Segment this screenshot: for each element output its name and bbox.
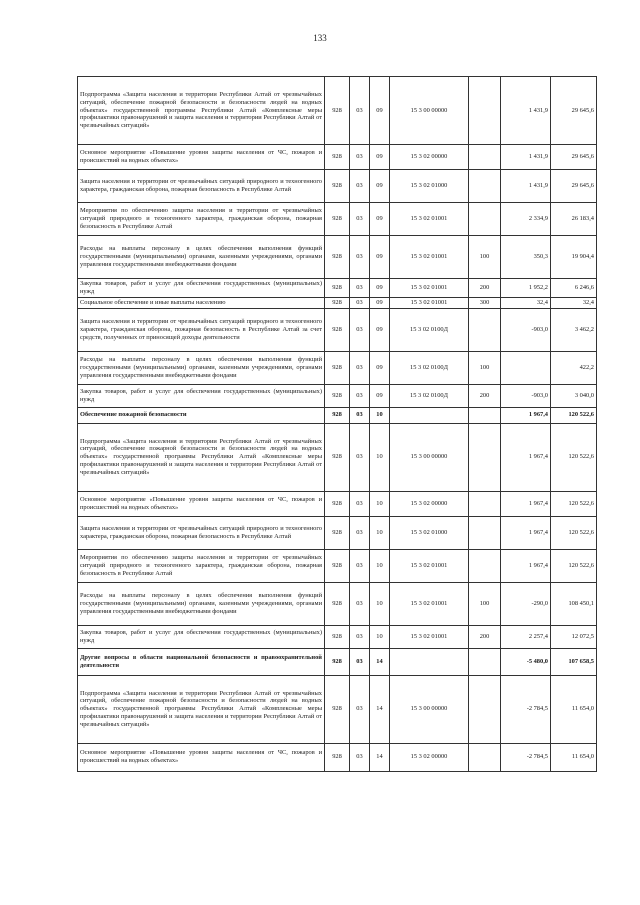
target-article-cell: 15 3 02 0100Д [390, 308, 469, 351]
expense-name-cell: Расходы на выплаты персоналу в целях обеспечения выполнения функций государственными (муниципальными) органами, казенными учреждениями, органами управления государственными внебюджетными фондами [78, 582, 325, 625]
amount-change-cell: 1 431,9 [501, 145, 551, 170]
subsection-code-cell: 09 [370, 77, 390, 145]
section-code-cell: 03 [350, 308, 370, 351]
table-row [78, 549, 597, 582]
table-row [78, 423, 597, 491]
target-article-cell: 15 3 00 00000 [390, 675, 469, 743]
table-row [78, 743, 597, 771]
table-row [78, 170, 597, 203]
amount-change-cell: 1 967,4 [501, 549, 551, 582]
table-row [78, 648, 597, 675]
amount-total-cell: 422,2 [551, 351, 597, 384]
ministry-code-cell: 928 [325, 145, 350, 170]
subsection-code-cell: 14 [370, 648, 390, 675]
section-code-cell: 03 [350, 675, 370, 743]
target-article-cell: 15 3 02 01001 [390, 279, 469, 298]
ministry-code-cell: 928 [325, 743, 350, 771]
target-article-cell: 15 3 00 00000 [390, 423, 469, 491]
target-article-cell [390, 648, 469, 675]
table-row [78, 516, 597, 549]
section-code-cell: 03 [350, 384, 370, 407]
subsection-code-cell: 10 [370, 423, 390, 491]
expense-type-cell: 100 [469, 236, 501, 279]
budget-table-body [78, 77, 597, 772]
target-article-cell: 15 3 02 0100Д [390, 384, 469, 407]
subsection-code-cell: 14 [370, 743, 390, 771]
subsection-code-cell: 10 [370, 625, 390, 648]
target-article-cell: 15 3 02 00000 [390, 145, 469, 170]
table-row [78, 582, 597, 625]
amount-change-cell: 1 967,4 [501, 491, 551, 516]
expense-name-cell: Подпрограмма «Защита населения и территории Республики Алтай от чрезвычайных ситуаций, обеспечение пожарной безопасности и безопасности людей на водных объектах» государственной программы Республики Алтай «Комплексные меры профилактики правонарушений и защита населения и территории Республики Алтай от чрезвычайных ситуаций» [78, 423, 325, 491]
table-row [78, 491, 597, 516]
expense-type-cell [469, 675, 501, 743]
subsection-code-cell: 09 [370, 203, 390, 236]
section-code-cell: 03 [350, 279, 370, 298]
expense-type-cell [469, 308, 501, 351]
target-article-cell: 15 3 02 00000 [390, 743, 469, 771]
target-article-cell: 15 3 02 01000 [390, 516, 469, 549]
ministry-code-cell: 928 [325, 582, 350, 625]
ministry-code-cell: 928 [325, 351, 350, 384]
expense-type-cell: 200 [469, 625, 501, 648]
table-row [78, 675, 597, 743]
subsection-code-cell: 09 [370, 297, 390, 308]
amount-change-cell: -2 784,5 [501, 743, 551, 771]
expense-type-cell [469, 743, 501, 771]
expense-name-cell: Подпрограмма «Защита населения и территории Республики Алтай от чрезвычайных ситуаций, обеспечение пожарной безопасности и безопасности людей на водных объектах» государственной программы Республики Алтай «Комплексные меры профилактики правонарушений и защита населения и территории Республики Алтай от чрезвычайных ситуаций» [78, 77, 325, 145]
section-code-cell: 03 [350, 743, 370, 771]
amount-total-cell: 29 645,6 [551, 145, 597, 170]
subsection-code-cell: 10 [370, 407, 390, 423]
table-row [78, 625, 597, 648]
ministry-code-cell: 928 [325, 549, 350, 582]
expense-type-cell [469, 423, 501, 491]
amount-change-cell: 1 431,9 [501, 170, 551, 203]
subsection-code-cell: 14 [370, 675, 390, 743]
section-code-cell: 03 [350, 351, 370, 384]
expense-name-cell: Закупка товаров, работ и услуг для обеспечения государственных (муниципальных) нужд [78, 625, 325, 648]
amount-change-cell: -903,0 [501, 384, 551, 407]
expense-type-cell [469, 203, 501, 236]
expense-name-cell: Закупка товаров, работ и услуг для обеспечения государственных (муниципальных) нужд [78, 279, 325, 298]
expense-name-cell: Закупка товаров, работ и услуг для обеспечения государственных (муниципальных) нужд [78, 384, 325, 407]
amount-change-cell: 32,4 [501, 297, 551, 308]
ministry-code-cell: 928 [325, 516, 350, 549]
section-code-cell: 03 [350, 582, 370, 625]
section-code-cell: 03 [350, 423, 370, 491]
expense-name-cell: Социальное обеспечение и иные выплаты населению [78, 297, 325, 308]
ministry-code-cell: 928 [325, 384, 350, 407]
expense-name-cell: Другие вопросы в области национальной безопасности и правоохранительной деятельности [78, 648, 325, 675]
amount-total-cell: 29 645,6 [551, 77, 597, 145]
section-code-cell: 03 [350, 491, 370, 516]
table-row [78, 203, 597, 236]
target-article-cell: 15 3 02 01001 [390, 236, 469, 279]
target-article-cell: 15 3 02 00000 [390, 491, 469, 516]
amount-total-cell: 120 522,6 [551, 549, 597, 582]
section-code-cell: 03 [350, 407, 370, 423]
expense-type-cell [469, 170, 501, 203]
section-code-cell: 03 [350, 77, 370, 145]
section-code-cell: 03 [350, 549, 370, 582]
section-code-cell: 03 [350, 203, 370, 236]
amount-change-cell: -290,0 [501, 582, 551, 625]
table-row [78, 297, 597, 308]
table-row [78, 279, 597, 298]
expense-type-cell: 100 [469, 582, 501, 625]
expense-type-cell: 200 [469, 279, 501, 298]
amount-change-cell: 2 257,4 [501, 625, 551, 648]
ministry-code-cell: 928 [325, 423, 350, 491]
target-article-cell: 15 3 02 01001 [390, 203, 469, 236]
target-article-cell: 15 3 00 00000 [390, 77, 469, 145]
target-article-cell: 15 3 02 01001 [390, 582, 469, 625]
expense-type-cell: 100 [469, 351, 501, 384]
amount-total-cell: 3 462,2 [551, 308, 597, 351]
expense-type-cell [469, 77, 501, 145]
amount-change-cell: 1 431,9 [501, 77, 551, 145]
amount-change-cell: 2 334,9 [501, 203, 551, 236]
ministry-code-cell: 928 [325, 648, 350, 675]
amount-total-cell: 11 654,0 [551, 675, 597, 743]
ministry-code-cell: 928 [325, 308, 350, 351]
ministry-code-cell: 928 [325, 203, 350, 236]
page-number: 133 [313, 33, 327, 43]
subsection-code-cell: 09 [370, 308, 390, 351]
subsection-code-cell: 10 [370, 491, 390, 516]
amount-total-cell: 120 522,6 [551, 407, 597, 423]
section-code-cell: 03 [350, 170, 370, 203]
amount-total-cell: 120 522,6 [551, 491, 597, 516]
target-article-cell: 15 3 02 01001 [390, 549, 469, 582]
expense-name-cell: Защита населения и территории от чрезвычайных ситуаций природного и техногенного характера, гражданская оборона, пожарная безопасность в Республике Алтай [78, 170, 325, 203]
target-article-cell: 15 3 02 0100Д [390, 351, 469, 384]
amount-change-cell [501, 351, 551, 384]
budget-table [77, 76, 597, 772]
table-row [78, 384, 597, 407]
ministry-code-cell: 928 [325, 77, 350, 145]
amount-change-cell: -5 480,0 [501, 648, 551, 675]
section-code-cell: 03 [350, 648, 370, 675]
table-row [78, 308, 597, 351]
amount-total-cell: 11 654,0 [551, 743, 597, 771]
amount-total-cell: 26 183,4 [551, 203, 597, 236]
expense-name-cell: Основное мероприятие «Повышение уровня защиты населения от ЧС, пожаров и происшествий на водных объектах» [78, 145, 325, 170]
subsection-code-cell: 09 [370, 279, 390, 298]
expense-type-cell [469, 648, 501, 675]
subsection-code-cell: 09 [370, 145, 390, 170]
expense-name-cell: Защита населения и территории от чрезвычайных ситуаций природного и техногенного характера, гражданская оборона, пожарная безопасность в Республике Алтай [78, 516, 325, 549]
subsection-code-cell: 09 [370, 351, 390, 384]
ministry-code-cell: 928 [325, 297, 350, 308]
section-code-cell: 03 [350, 236, 370, 279]
expense-name-cell: Защита населения и территории от чрезвычайных ситуаций природного и техногенного характера, гражданская оборона, пожарная безопасность в Республике Алтай за счет средств, полученных от приносящей доходы деятельности [78, 308, 325, 351]
amount-change-cell: 1 967,4 [501, 423, 551, 491]
expense-type-cell [469, 516, 501, 549]
amount-total-cell: 107 658,5 [551, 648, 597, 675]
amount-total-cell: 19 904,4 [551, 236, 597, 279]
subsection-code-cell: 10 [370, 549, 390, 582]
expense-type-cell: 200 [469, 384, 501, 407]
amount-change-cell: -903,0 [501, 308, 551, 351]
ministry-code-cell: 928 [325, 675, 350, 743]
section-code-cell: 03 [350, 625, 370, 648]
expense-type-cell [469, 407, 501, 423]
section-code-cell: 03 [350, 145, 370, 170]
amount-total-cell: 120 522,6 [551, 423, 597, 491]
amount-total-cell: 3 040,0 [551, 384, 597, 407]
amount-total-cell: 29 645,6 [551, 170, 597, 203]
amount-change-cell: -2 784,5 [501, 675, 551, 743]
section-code-cell: 03 [350, 297, 370, 308]
target-article-cell: 15 3 02 01001 [390, 625, 469, 648]
expense-name-cell: Подпрограмма «Защита населения и территории Республики Алтай от чрезвычайных ситуаций, обеспечение пожарной безопасности и безопасности людей на водных объектах» государственной программы Республики Алтай «Комплексные меры профилактики правонарушений и защита населения и территории Республики Алтай от чрезвычайных ситуаций» [78, 675, 325, 743]
expense-type-cell: 300 [469, 297, 501, 308]
ministry-code-cell: 928 [325, 407, 350, 423]
subsection-code-cell: 10 [370, 516, 390, 549]
expense-name-cell: Основное мероприятие «Повышение уровня защиты населения от ЧС, пожаров и происшествий на водных объектах» [78, 743, 325, 771]
amount-total-cell: 12 072,5 [551, 625, 597, 648]
expense-name-cell: Основное мероприятие «Повышение уровня защиты населения от ЧС, пожаров и происшествий на водных объектах» [78, 491, 325, 516]
ministry-code-cell: 928 [325, 625, 350, 648]
ministry-code-cell: 928 [325, 170, 350, 203]
expense-name-cell: Мероприятия по обеспечению защиты населения и территории от чрезвычайных ситуаций природного и техногенного характера, гражданская оборона, пожарная безопасность в Республике Алтай [78, 549, 325, 582]
amount-change-cell: 1 952,2 [501, 279, 551, 298]
amount-change-cell: 350,3 [501, 236, 551, 279]
target-article-cell: 15 3 02 01000 [390, 170, 469, 203]
expense-name-cell: Расходы на выплаты персоналу в целях обеспечения выполнения функций государственными (муниципальными) органами, казенными учреждениями, органами управления государственными внебюджетными фондами [78, 351, 325, 384]
amount-total-cell: 108 450,1 [551, 582, 597, 625]
section-code-cell: 03 [350, 516, 370, 549]
amount-total-cell: 32,4 [551, 297, 597, 308]
expense-type-cell [469, 145, 501, 170]
amount-change-cell: 1 967,4 [501, 516, 551, 549]
ministry-code-cell: 928 [325, 491, 350, 516]
amount-total-cell: 120 522,6 [551, 516, 597, 549]
target-article-cell: 15 3 02 01001 [390, 297, 469, 308]
table-row [78, 351, 597, 384]
subsection-code-cell: 09 [370, 384, 390, 407]
subsection-code-cell: 10 [370, 582, 390, 625]
table-row [78, 77, 597, 145]
amount-change-cell: 1 967,4 [501, 407, 551, 423]
amount-total-cell: 6 246,6 [551, 279, 597, 298]
expense-name-cell: Расходы на выплаты персоналу в целях обеспечения выполнения функций государственными (муниципальными) органами, казенными учреждениями, органами управления государственными внебюджетными фондами [78, 236, 325, 279]
target-article-cell [390, 407, 469, 423]
table-row [78, 236, 597, 279]
subsection-code-cell: 09 [370, 236, 390, 279]
ministry-code-cell: 928 [325, 279, 350, 298]
table-row [78, 407, 597, 423]
subsection-code-cell: 09 [370, 170, 390, 203]
expense-name-cell: Обеспечение пожарной безопасности [78, 407, 325, 423]
table-row [78, 145, 597, 170]
ministry-code-cell: 928 [325, 236, 350, 279]
expense-name-cell: Мероприятия по обеспечению защиты населения и территории от чрезвычайных ситуаций природного и техногенного характера, гражданская оборона, пожарная безопасность в Республике Алтай [78, 203, 325, 236]
expense-type-cell [469, 491, 501, 516]
expense-type-cell [469, 549, 501, 582]
